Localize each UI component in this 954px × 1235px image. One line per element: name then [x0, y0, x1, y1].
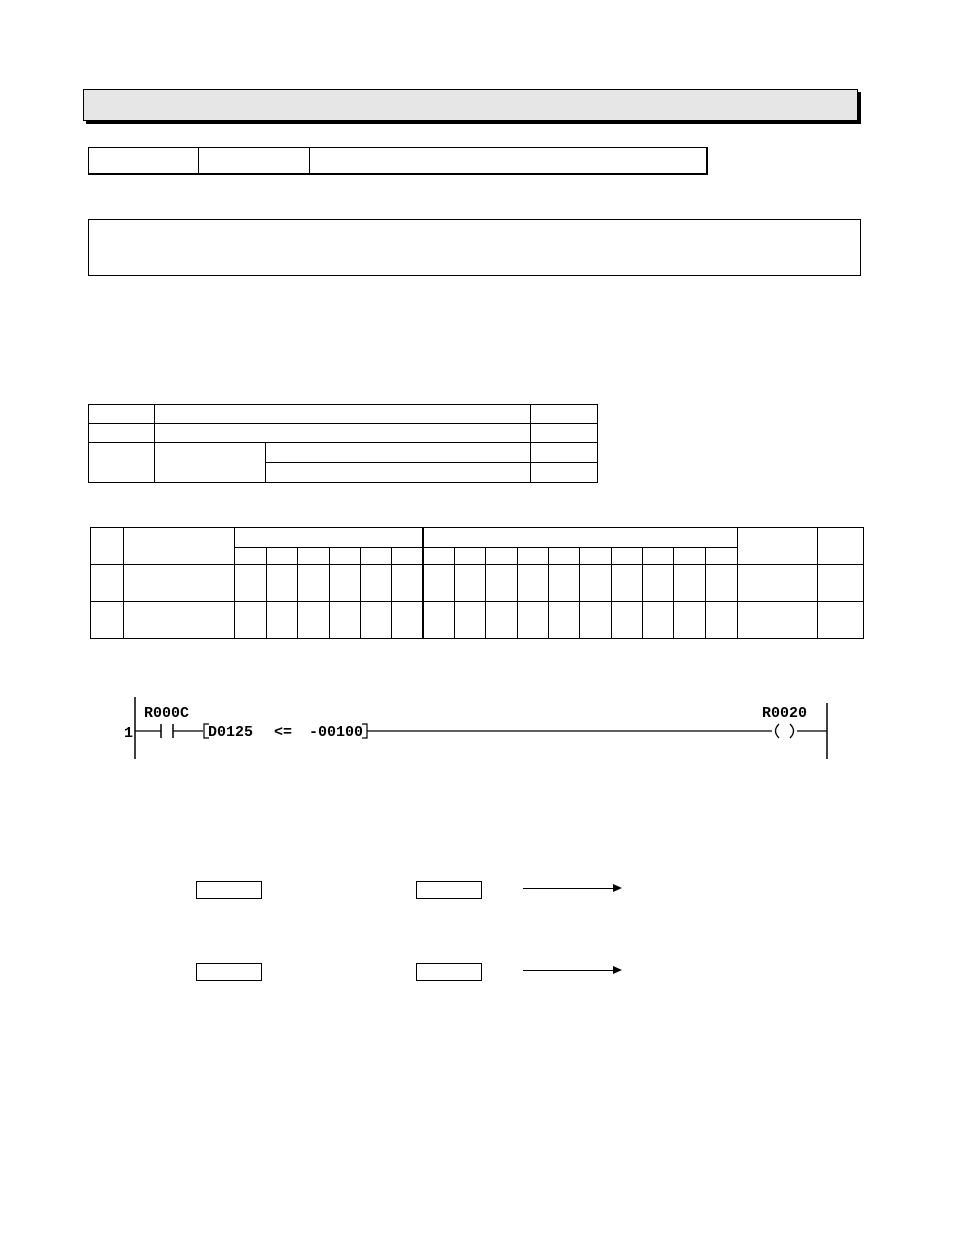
table-cell	[580, 602, 612, 639]
flow-source-box	[196, 881, 262, 899]
table-cell	[549, 565, 580, 602]
table-cell	[360, 565, 391, 602]
table-cell	[124, 602, 235, 639]
section-header-banner	[83, 89, 858, 121]
table-cell	[298, 548, 329, 565]
table-cell	[454, 602, 485, 639]
table-cell	[485, 565, 517, 602]
table-cell	[706, 565, 737, 602]
table-cell	[485, 602, 517, 639]
table-row	[91, 602, 864, 639]
table-cell	[643, 602, 674, 639]
table-cell	[737, 602, 817, 639]
table-row	[89, 405, 598, 424]
table-cell	[817, 602, 863, 639]
table-cell	[612, 565, 643, 602]
table-cell	[267, 602, 298, 639]
table-cell	[89, 443, 155, 483]
table-cell	[817, 528, 863, 565]
flow-arrow	[523, 970, 615, 971]
table-cell	[91, 602, 124, 639]
table-cell	[517, 602, 548, 639]
table-cell	[531, 405, 598, 424]
table-cell	[674, 548, 706, 565]
table-cell	[91, 528, 124, 565]
table-cell	[298, 602, 329, 639]
table-cell	[329, 565, 360, 602]
table-cell	[706, 548, 737, 565]
table-cell	[266, 463, 531, 483]
table-cell	[155, 424, 531, 443]
table-cell	[266, 443, 531, 463]
table-cell	[580, 565, 612, 602]
table-row	[89, 424, 598, 443]
table-cell	[706, 602, 737, 639]
compare-value: -00100	[309, 724, 364, 741]
table-cell	[235, 602, 267, 639]
instruction-name-cell	[310, 148, 706, 173]
table-cell	[235, 548, 267, 565]
table-cell	[643, 548, 674, 565]
coil-left-arc	[776, 724, 780, 738]
table-cell	[643, 565, 674, 602]
expression-box	[88, 219, 861, 276]
ladder-diagram	[120, 695, 840, 765]
table-cell	[454, 565, 485, 602]
coil-label: R0020	[762, 705, 808, 722]
flow-compare-box	[416, 881, 482, 899]
flow-source-box	[196, 963, 262, 981]
table-cell	[89, 424, 155, 443]
table-row	[89, 443, 598, 463]
table-cell	[423, 528, 737, 548]
table-cell	[674, 602, 706, 639]
flow-arrow	[523, 888, 615, 889]
table-cell	[531, 463, 598, 483]
table-cell	[517, 565, 548, 602]
table-cell	[612, 602, 643, 639]
table-cell	[235, 528, 423, 548]
table-cell	[485, 548, 517, 565]
table-cell	[391, 602, 423, 639]
table-cell	[580, 548, 612, 565]
table-cell	[423, 548, 454, 565]
table-cell	[155, 405, 531, 424]
instruction-id-row	[88, 147, 708, 175]
contact-label: R000C	[144, 705, 190, 722]
table-cell	[91, 565, 124, 602]
table-cell	[612, 548, 643, 565]
table-cell	[549, 602, 580, 639]
table-cell	[454, 548, 485, 565]
rung-number: 1	[124, 725, 134, 742]
table-cell	[391, 548, 423, 565]
table-cell	[329, 602, 360, 639]
table-cell	[360, 602, 391, 639]
table-cell	[89, 405, 155, 424]
instruction-symbol-cell	[199, 148, 310, 173]
table-cell	[737, 565, 817, 602]
coil-right-arc	[790, 724, 794, 738]
specification-table	[90, 527, 864, 639]
operand-table	[88, 404, 598, 483]
table-cell	[124, 528, 235, 565]
compare-operator: <=	[274, 724, 293, 741]
table-cell	[298, 565, 329, 602]
table-cell	[267, 548, 298, 565]
table-cell	[423, 602, 454, 639]
table-cell	[517, 548, 548, 565]
table-cell	[391, 565, 423, 602]
table-cell	[423, 565, 454, 602]
table-cell	[124, 565, 235, 602]
instruction-number-cell	[89, 148, 199, 173]
table-cell	[267, 565, 298, 602]
flow-compare-box	[416, 963, 482, 981]
table-cell	[360, 548, 391, 565]
table-cell	[235, 565, 267, 602]
table-cell	[531, 443, 598, 463]
compare-operand: D0125	[208, 724, 254, 741]
table-cell	[531, 424, 598, 443]
table-row	[91, 565, 864, 602]
table-cell	[549, 548, 580, 565]
table-cell	[329, 548, 360, 565]
table-header-row	[91, 528, 864, 548]
table-cell	[737, 528, 817, 565]
table-cell	[674, 565, 706, 602]
table-cell	[817, 565, 863, 602]
table-cell	[155, 443, 266, 483]
